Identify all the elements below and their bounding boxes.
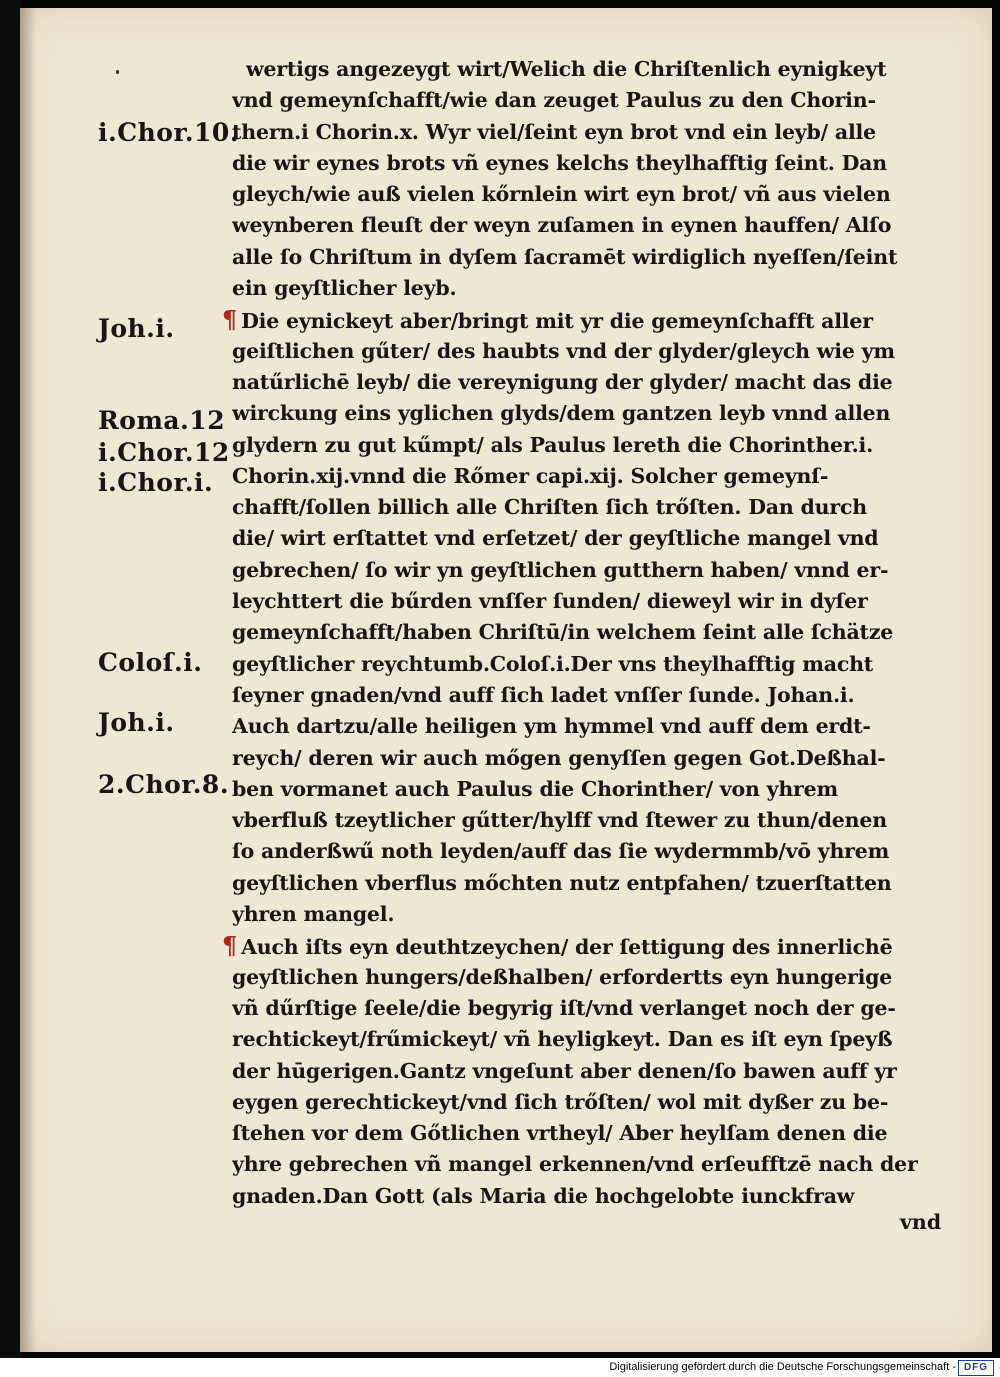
- margin-note: Coloſ.i.: [98, 648, 203, 677]
- text-line: wirckung eins yglichen glyds/dem gantzen leyb vnnd allen: [232, 401, 891, 426]
- rubric-pilcrow-icon: ¶: [222, 305, 238, 335]
- text-line: gemeynſchafft/haben Chriſtū/in welchem ſeint alle ſchätze: [232, 620, 894, 645]
- catchword: vnd: [900, 1210, 942, 1234]
- text-line: chafft/ſollen billich alle Chriſten ſich trőſten. Dan durch: [232, 495, 867, 520]
- text-line: ben vormanet auch Paulus die Chorinther/ von yhrem: [232, 776, 838, 801]
- text-line: yhre gebrechen vñ mangel erkennen/vnd erſeufftzē nach der: [232, 1152, 918, 1177]
- text-line: gnaden.Dan Gott (als Maria die hochgelobte iunckfraw: [232, 1183, 855, 1208]
- footer-bar: [0, 1358, 1000, 1377]
- gutter-shadow: [20, 8, 36, 1352]
- text-line: ein geyſtlicher leyb.: [232, 276, 457, 301]
- text-line: alle ſo Chriſtum in dyſem ſacramēt wirdiglich nyeſſen/ſeint: [232, 244, 898, 269]
- rubric-pilcrow-icon: ¶: [222, 931, 238, 961]
- text-line: geyſtlicher reychtumb.Coloſ.i.Der vns theylhafftig macht: [232, 651, 874, 676]
- text-line: leychttert die bűrden vnſſer ſunden/ dieweyl wir in dyſer: [232, 589, 868, 614]
- text-line: thern.i Chorin.x. Wyr viel/ſeint eyn brot vnd ein leyb/ alle: [232, 119, 876, 144]
- margin-note: Joh.i.: [98, 314, 175, 343]
- margin-note: i.Chor.10.: [98, 118, 240, 147]
- text-line: Die eynickeyt aber/bringt mit yr die gemeynſchafft aller: [241, 309, 873, 334]
- text-line: ſtehen vor dem Gőtlichen vrtheyl/ Aber heylſam denen die: [232, 1121, 888, 1146]
- text-line: vberfluß tzeytlicher gűtter/hylff vnd ſtewer zu thun/denen: [232, 808, 887, 833]
- scan-edge-strip: [0, 0, 22, 1358]
- text-line: ſo anderßwű noth leyden/auff das ſie wydermmb/vō yhrem: [232, 839, 890, 864]
- text-line: Chorin.xij.vnnd die Rőmer capi.xij. Solcher gemeynſ-: [232, 463, 829, 488]
- text-line: eygen gerechtickeyt/vnd ſich trőſten/ wol mit dyßer zu be-: [232, 1089, 889, 1114]
- text-line: Auch dartzu/alle heiligen ym hymmel vnd auff dem erdt-: [232, 714, 871, 739]
- text-line: glydern zu gut kűmpt/ als Paulus lereth die Chorinther.i.: [232, 432, 874, 457]
- text-line: vnd gemeynſchafft/wie dan zeuget Paulus zu den Chorin-: [232, 88, 876, 113]
- dfg-logo: DFG: [958, 1360, 994, 1376]
- paragraph-start-line: [222, 930, 952, 961]
- margin-notes: [98, 8, 248, 1352]
- text-line: reych/ deren wir auch mőgen genyſſen gegen Got.Deßhal-: [232, 745, 886, 770]
- margin-note: 2.Chor.8.: [98, 770, 230, 799]
- paragraph-start-line: [222, 304, 952, 335]
- text-line: der hūgerigen.Gantz vngeſunt aber denen/ſo bawen auff yr: [232, 1058, 897, 1083]
- text-line: yhren mangel.: [232, 902, 395, 927]
- body-text: [222, 54, 952, 1212]
- text-line: wertigs angezeygt wirt/Welich die Chriſtenlich eynigkeyt: [246, 57, 887, 81]
- margin-note: Joh.i.: [98, 708, 175, 737]
- text-line: ſeyner gnaden/vnd auff ſich ladet vnſſer ſunde. Johan.i.: [232, 682, 855, 707]
- text-line: die wir eynes brots vñ eynes kelchs theylhafftig ſeint. Dan: [232, 150, 887, 175]
- text-line: geyſtlichen hungers/deßhalben/ erfordertts eyn hungerige: [232, 964, 893, 989]
- text-line: Auch iſts eyn deuthtzeychen/ der ſettigung des innerlichē: [241, 935, 893, 960]
- text-line: die/ wirt erſtattet vnd erſetzet/ der geyſtliche mangel vnd: [232, 526, 879, 551]
- footer-credit: Digitalisierung gefördert durch die Deutsche Forschungsgemeinschaft -: [609, 1361, 956, 1373]
- text-line: gleych/wie auß vielen kőrnlein wirt eyn brot/ vñ aus vielen: [232, 182, 891, 207]
- book-page: [20, 8, 992, 1352]
- text-line: gebrechen/ ſo wir yn geyſtlichen gutthern haben/ vnnd er-: [232, 557, 889, 582]
- text-line: geyſtlichen vberflus mőchten nutz entpfahen/ tzuerſtatten: [232, 870, 892, 895]
- margin-note: i.Chor.i.: [98, 468, 214, 497]
- margin-note: i.Chor.12: [98, 438, 230, 467]
- text-line: vñ dűrſtige ſeele/die begyrig iſt/vnd verlanget noch der ge-: [232, 995, 896, 1020]
- text-line: geiſtlichen gűter/ des haubts vnd der glyder/gleych wie ym: [232, 338, 895, 363]
- text-line: weynberen fleuſt der weyn zuſamen in eynen hauffen/ Alſo: [232, 213, 892, 238]
- text-line: natűrlichē leyb/ die vereynigung der glyder/ macht das die: [232, 369, 893, 394]
- margin-note: Roma.12: [98, 406, 226, 435]
- text-line: rechtickeyt/frűmickeyt/ vñ heyligkeyt. Dan es iſt eyn ſpeyß: [232, 1027, 893, 1052]
